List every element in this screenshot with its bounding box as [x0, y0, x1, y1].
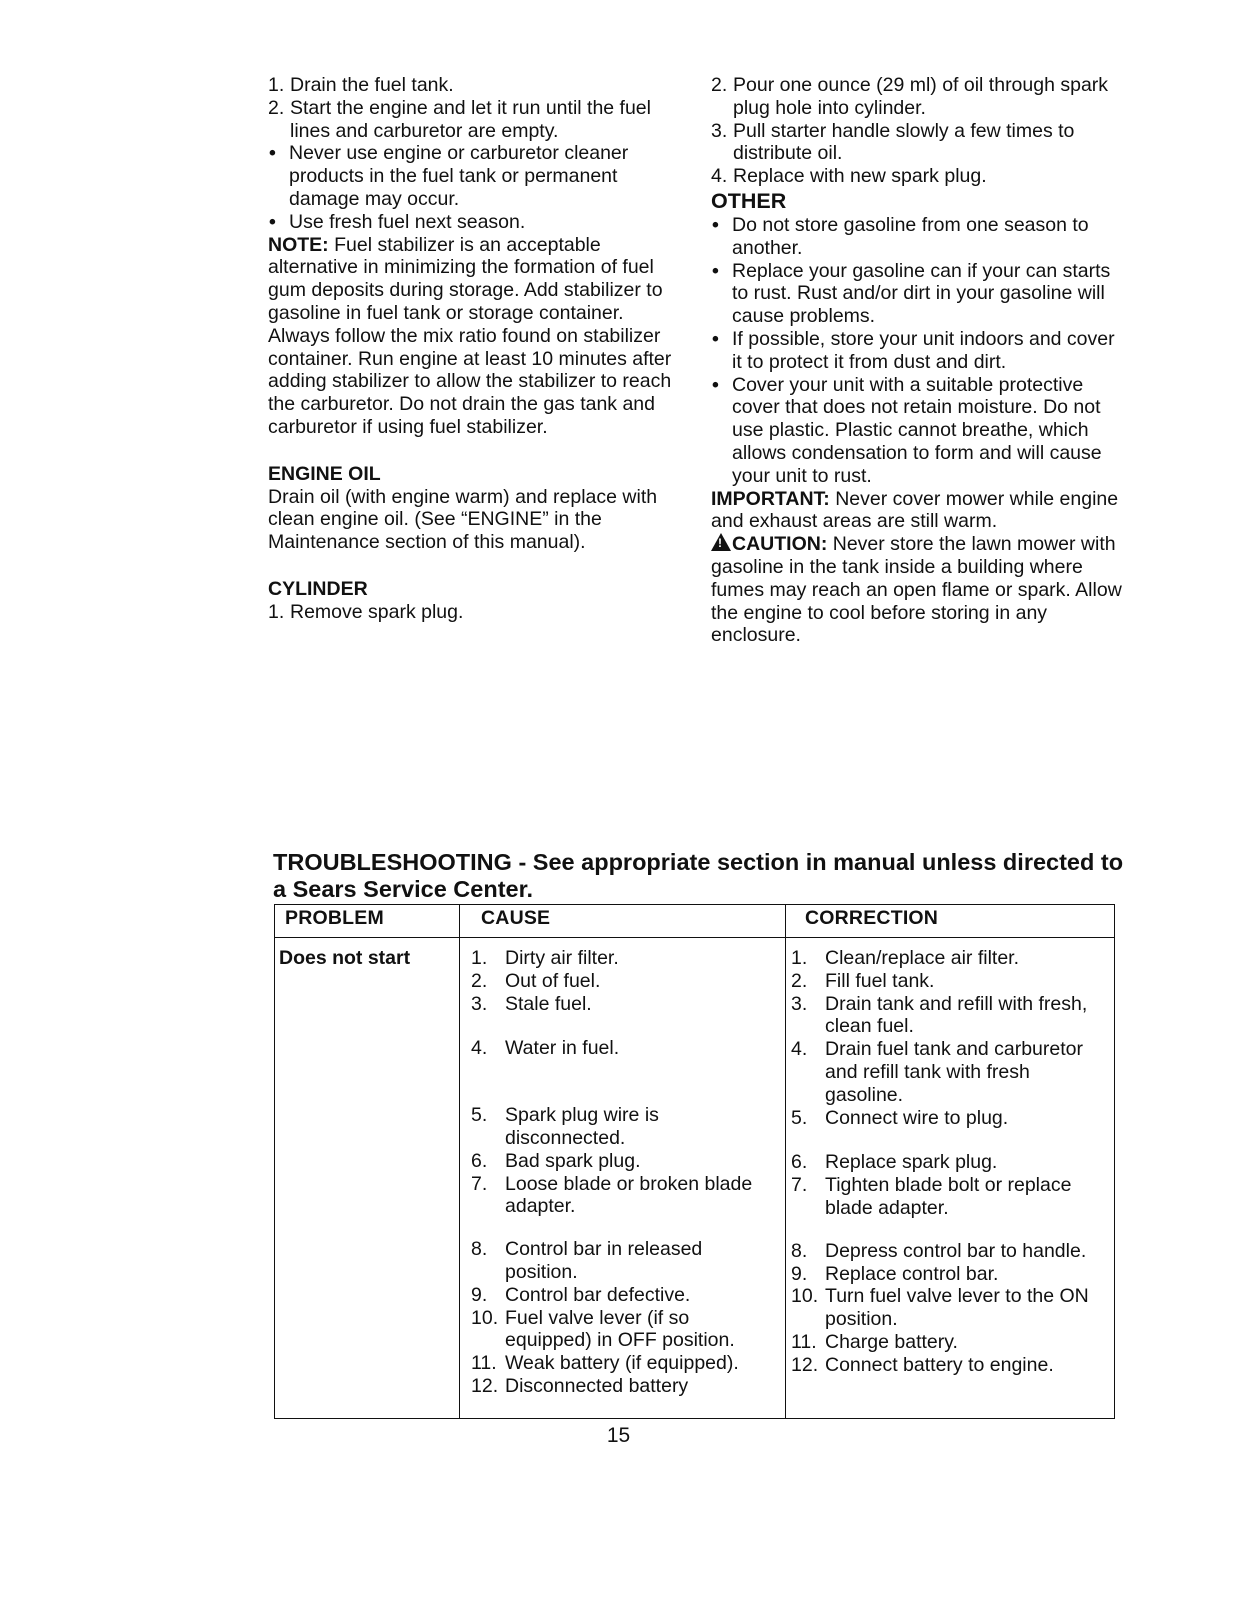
- cause-item: [471, 947, 779, 970]
- header-cause: CAUSE: [481, 907, 551, 929]
- step-text: Remove spark plug.: [290, 600, 464, 623]
- table-divider: [459, 905, 460, 1418]
- bullet-item: [711, 374, 1123, 488]
- correction-text: Tighten blade bolt or replace blade adapter.: [825, 1174, 1072, 1219]
- correction-item: [791, 970, 1111, 993]
- engine-oil-text: Drain oil (with engine warm) and replace with clean engine oil. (See “ENGINE” in the Maintenance section of this manual).: [268, 485, 658, 554]
- correction-text: Connect battery to engine.: [825, 1353, 1054, 1376]
- step-number: 2.: [711, 74, 728, 96]
- bullet-text: Replace your gasoline can if your can starts to rust. Rust and/or dirt in your gasoline will cause problems.: [732, 259, 1111, 328]
- caution-label: CAUTION:: [732, 533, 828, 556]
- step-item: [268, 74, 688, 97]
- important-paragraph: [711, 488, 1123, 534]
- step-number: 2.: [268, 96, 285, 119]
- correction-text: Charge battery.: [825, 1330, 958, 1353]
- step-item: [711, 120, 1123, 166]
- cylinder-heading: CYLINDER: [268, 577, 368, 600]
- step-number: 3.: [711, 119, 728, 142]
- bullet-item: [268, 211, 688, 234]
- correction-number: 1.: [791, 947, 808, 969]
- problem-cell: Does not start: [279, 947, 411, 969]
- step-number: 4.: [711, 165, 728, 188]
- step-text: Pour one ounce (29 ml) of oil through spark plug hole into cylinder.: [733, 74, 1109, 119]
- bullet-icon: •: [269, 210, 276, 233]
- note-text: Fuel stabilizer is an acceptable alternative in minimizing the formation of fuel gum deposits during storage. Add stabilizer to gasoline in fuel tank or storage container. Always follow the mix ratio found on stabilizer container. Run engine at least 10 minutes after adding stabilizer to allow the stabilizer to reach the carburetor. Do not drain the gas tank and carburetor if using fuel stabilizer.: [268, 233, 672, 438]
- correction-number: 9.: [791, 1262, 808, 1285]
- correction-text: Replace spark plug.: [825, 1151, 998, 1174]
- cause-number: 11.: [471, 1352, 497, 1375]
- cause-item: [471, 1037, 779, 1060]
- table-divider: [785, 905, 786, 1418]
- correction-item: [791, 1174, 1111, 1220]
- cause-number: 2.: [471, 969, 488, 992]
- correction-number: 4.: [791, 1038, 808, 1061]
- note-paragraph: [268, 234, 688, 439]
- correction-text: Turn fuel valve lever to the ON position.: [825, 1285, 1089, 1331]
- step-item: [711, 165, 1123, 188]
- cause-number: 9.: [471, 1283, 488, 1306]
- bullet-icon: •: [712, 373, 719, 396]
- step-text: Start the engine and let it run until the fuel lines and carburetor are empty.: [290, 96, 651, 142]
- cause-number: 10.: [471, 1306, 499, 1329]
- correction-text: Replace control bar.: [825, 1262, 999, 1285]
- page-number: 15: [606, 1424, 631, 1447]
- step-text: Pull starter handle slowly a few times to distribute oil.: [733, 119, 1075, 165]
- note-label: NOTE:: [268, 233, 329, 256]
- correction-item: [791, 993, 1111, 1039]
- bullet-icon: •: [712, 327, 719, 350]
- other-heading: OTHER: [711, 188, 787, 213]
- cause-item: [471, 1307, 779, 1353]
- caution-paragraph: [711, 533, 1123, 647]
- correction-number: 5.: [791, 1106, 808, 1129]
- cause-item: [471, 970, 779, 993]
- cause-number: 4.: [471, 1037, 488, 1060]
- cause-text: Loose blade or broken blade adapter.: [505, 1172, 753, 1218]
- cause-column: [471, 947, 779, 1398]
- cause-item: [471, 1352, 779, 1375]
- correction-item: [791, 1331, 1111, 1354]
- bullet-item: [711, 214, 1123, 260]
- cause-item: [471, 1375, 779, 1398]
- header-correction: CORRECTION: [805, 907, 939, 929]
- correction-text: Connect wire to plug.: [825, 1106, 1009, 1129]
- correction-item: [791, 1263, 1111, 1286]
- bullet-item: [711, 260, 1123, 328]
- bullet-icon: •: [712, 259, 719, 282]
- cause-text: Out of fuel.: [505, 969, 601, 992]
- cause-text: Control bar defective.: [505, 1283, 691, 1306]
- important-label: IMPORTANT:: [711, 487, 830, 510]
- correction-number: 10.: [791, 1285, 819, 1308]
- step-item: [711, 74, 1123, 120]
- step-number: 1.: [268, 74, 285, 96]
- correction-number: 3.: [791, 992, 808, 1015]
- bullet-item: [711, 328, 1123, 374]
- step-text: Replace with new spark plug.: [733, 165, 987, 188]
- important-text: Never cover mower while engine and exhaust areas are still warm.: [711, 487, 1119, 533]
- correction-item: [791, 1038, 1111, 1106]
- header-problem: PROBLEM: [285, 907, 384, 929]
- bullet-text: Do not store gasoline from one season to another.: [732, 213, 1089, 259]
- right-column: [711, 74, 1123, 647]
- correction-column: [791, 947, 1111, 1377]
- bullet-item: [268, 142, 688, 210]
- cause-number: 3.: [471, 992, 488, 1015]
- correction-text: Fill fuel tank.: [825, 969, 935, 992]
- cause-item: [471, 1238, 779, 1284]
- correction-item: [791, 947, 1111, 970]
- cause-text: Water in fuel.: [505, 1037, 620, 1060]
- cause-item: [471, 1104, 779, 1150]
- cause-item: [471, 1173, 779, 1219]
- correction-text: Drain tank and refill with fresh, clean fuel.: [825, 992, 1088, 1038]
- step-item: [268, 97, 688, 143]
- cause-text: Disconnected battery: [505, 1374, 689, 1397]
- cause-number: 5.: [471, 1104, 488, 1127]
- step-number: 1.: [268, 600, 285, 623]
- table-header-divider: [275, 937, 1114, 938]
- bullet-icon: •: [712, 213, 719, 236]
- correction-number: 6.: [791, 1151, 808, 1174]
- cause-number: 6.: [471, 1149, 488, 1172]
- bullet-text: Use fresh fuel next season.: [289, 210, 526, 233]
- cause-item: [471, 993, 779, 1016]
- correction-number: 8.: [791, 1239, 808, 1262]
- correction-item: [791, 1107, 1111, 1130]
- cause-text: Stale fuel.: [505, 992, 592, 1015]
- cause-text: Spark plug wire is disconnected.: [505, 1104, 659, 1149]
- warning-triangle-icon: [711, 533, 731, 551]
- step-item: [268, 601, 688, 624]
- bullet-text: Never use engine or carburetor cleaner products in the fuel tank or permanent damage may occur.: [289, 142, 629, 210]
- correction-text: Drain fuel tank and carburetor and refill tank with fresh gasoline.: [825, 1038, 1083, 1106]
- correction-item: [791, 1285, 1111, 1331]
- correction-number: 2.: [791, 969, 808, 992]
- engine-oil-heading: ENGINE OIL: [268, 462, 381, 485]
- correction-item: [791, 1240, 1111, 1263]
- correction-number: 11.: [791, 1330, 817, 1353]
- troubleshooting-table: [274, 904, 1115, 1419]
- cause-item: [471, 1284, 779, 1307]
- correction-number: 7.: [791, 1174, 808, 1197]
- correction-text: Depress control bar to handle.: [825, 1239, 1087, 1262]
- step-text: Drain the fuel tank.: [290, 74, 454, 96]
- caution-text: Never store the lawn mower with gasoline in the tank inside a building where fumes may reach an open flame or spark. Allow the engine to cool before storing in any enclosure.: [711, 533, 1122, 647]
- correction-text: Clean/replace air filter.: [825, 947, 1020, 969]
- cause-number: 1.: [471, 947, 488, 969]
- correction-item: [791, 1151, 1111, 1174]
- bullet-icon: •: [269, 142, 276, 165]
- bullet-text: Cover your unit with a suitable protective cover that does not retain moisture. Do not use plastic. Plastic cannot breathe, which allows condensation to form and will cause your unit to rust.: [732, 373, 1102, 487]
- cause-text: Dirty air filter.: [505, 947, 619, 969]
- cause-text: Bad spark plug.: [505, 1149, 641, 1172]
- troubleshooting-title: TROUBLESHOOTING - See appropriate section in manual unless directed to a Sears Service Center.: [273, 849, 1124, 902]
- cause-text: Fuel valve lever (if so equipped) in OFF position.: [505, 1306, 735, 1352]
- cause-item: [471, 1150, 779, 1173]
- left-column: [268, 74, 688, 624]
- cause-text: Weak battery (if equipped).: [505, 1352, 739, 1375]
- correction-item: [791, 1354, 1111, 1377]
- cause-text: Control bar in released position.: [505, 1238, 703, 1283]
- correction-number: 12.: [791, 1353, 819, 1376]
- cause-number: 8.: [471, 1238, 488, 1261]
- cause-number: 7.: [471, 1172, 488, 1195]
- bullet-text: If possible, store your unit indoors and cover it to protect it from dust and dirt.: [732, 327, 1115, 373]
- cause-number: 12.: [471, 1374, 499, 1397]
